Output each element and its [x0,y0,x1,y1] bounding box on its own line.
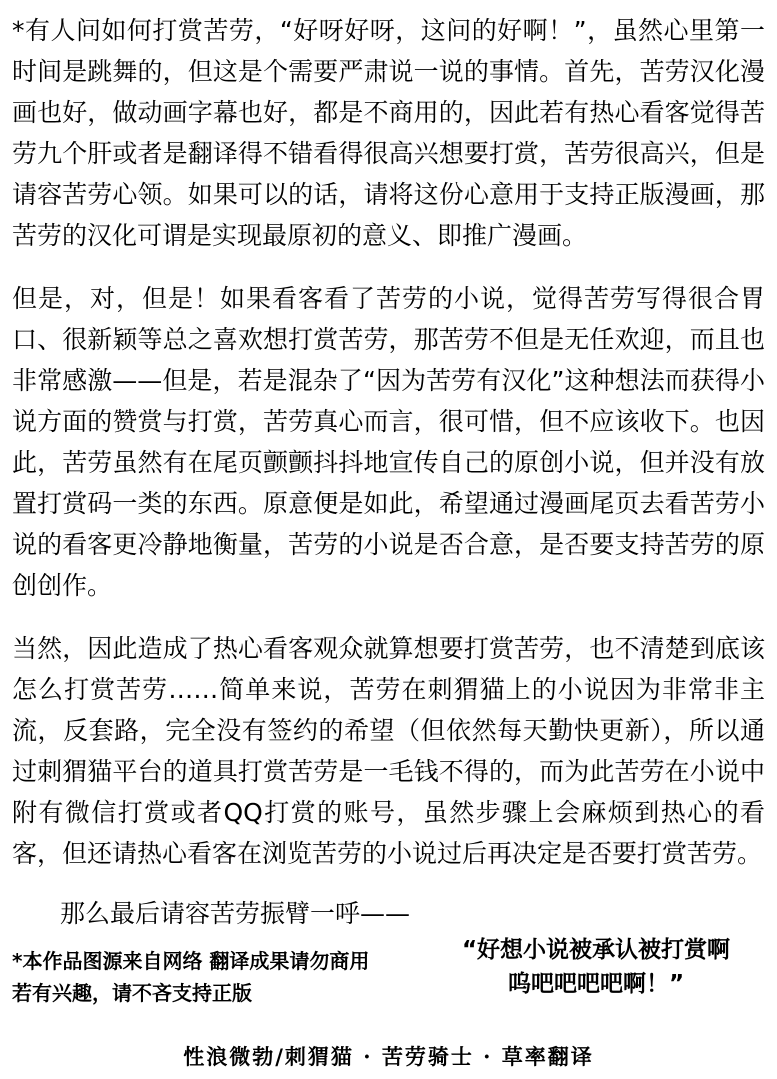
paragraph-2: 但是，对，但是！如果看客看了苦劳的小说，觉得苦劳写得很合胃口、很新颖等总之喜欢想打赏苦劳，那苦劳不但是无任欢迎，而且也非常感激——但是，若是混杂了“因为苦劳有汉化”这种想法而获得小说方面的赞赏与打赏，苦劳真心而言，很可惜，但不应该收下。也因此，苦劳虽然有在尾页颤颤抖抖地宣传自己的原创小说，但并没有放置打赏码一类的东西。原意便是如此，希望通过漫画尾页去看苦劳小说的看客更冷静地衡量，苦劳的小说是否合意，是否要支持苦劳的原创创作。 [12,284,765,600]
paragraph-3: 当然，因此造成了热心看客观众就算想要打赏苦劳，也不清楚到底该怎么打赏苦劳……简单来说，苦劳在刺猬猫上的小说因为非常非主流，反套路，完全没有签约的希望（但依然每天勤快更新），所以通过刺猬猫平台的道具打赏苦劳是一毛钱不得的，而为此苦劳在小说中附有微信打赏或者QQ打赏的账号，虽然步骤上会麻烦到热心的看客，但还请热心看客在浏览苦劳的小说过后再决定是否要打赏苦劳。 [12,634,765,868]
shout-line-1: “好想小说被承认被打赏啊 [461,937,731,963]
credit-line: 性浪微勃/刺猬猫 · 苦劳骑士 · 草率翻译 [183,1044,594,1069]
shout-line-2: 呜吧吧吧吧啊！” [507,971,685,997]
footer-note-line-2: 若有兴趣，请不吝支持正版 [12,981,252,1005]
paragraph-1: *有人问如何打赏苦劳，“好呀好呀，这问的好啊！”，虽然心里第一时间是跳舞的，但这是个需要严肃说一说的事情。首先，苦劳汉化漫画也好，做动画字幕也好，都是不商用的，因此若有热心看客觉得苦劳九个肝或者是翻译得不错看得很高兴想要打赏，苦劳很高兴，但是请容苦劳心领。如果可以的话，请将这份心意用于支持正版漫画，那苦劳的汉化可谓是实现最原初的意义、即推广漫画。 [12,16,765,250]
closing-line: 那么最后请容苦劳振臂一呼—— [60,899,411,928]
footer-note [12,945,472,1009]
shout-block [431,933,761,1001]
footer-note-line-1: *本作品图源来自网络 翻译成果请勿商用 [12,949,370,973]
